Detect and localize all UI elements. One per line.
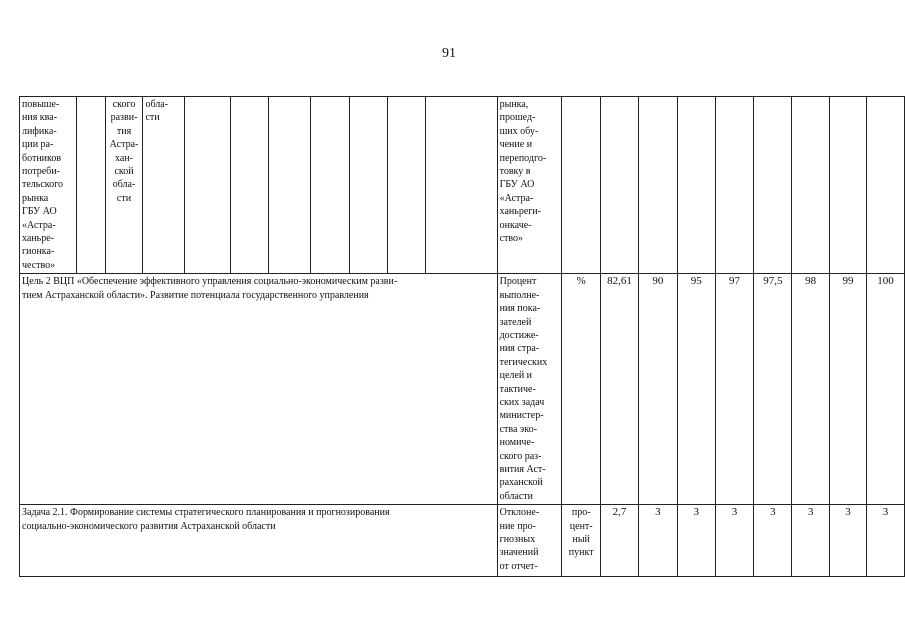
- continuation-cell-2: [76, 97, 105, 274]
- task-value-cell: [754, 505, 792, 577]
- task-value-cell: [677, 505, 715, 577]
- continuation-row: [20, 97, 905, 274]
- task-unit-cell: [562, 505, 601, 577]
- empty-cell: [830, 97, 867, 274]
- goal-value: 98: [805, 275, 817, 288]
- continuation-text-1: повыше- ния ква- лифика- ции ра- ботников потреби- тельского рынка ГБУ АО «Астра- ханьре- гионка- чество»: [22, 99, 64, 271]
- goal-value: 90: [652, 275, 664, 288]
- empty-cell: [792, 97, 830, 274]
- continuation-cell-3: [105, 97, 143, 274]
- task-value-cell: [638, 505, 677, 577]
- task-value-cell: [830, 505, 867, 577]
- page-number: 91: [442, 46, 456, 61]
- task-row: [20, 505, 905, 577]
- goal-value: 97: [729, 275, 741, 288]
- goal-unit-cell: [562, 274, 601, 505]
- goal-value-cell: [715, 274, 754, 505]
- task-value-cell: [792, 505, 830, 577]
- task-indicator-cell: [497, 505, 562, 577]
- indicator-table: [19, 96, 905, 577]
- continuation-text-4: обла- сти: [145, 99, 169, 124]
- empty-cell: [388, 97, 426, 274]
- goal-indicator: Процент выполне- ния пока- зателей достиже- ния стра- тегических целей и тактиче- ских задач министер- ства эко- номиче- ского раз- вития Аст- раханской области: [499, 276, 548, 502]
- goal-name-cell: [20, 274, 498, 505]
- task-value-cell: [715, 505, 754, 577]
- goal-value: 100: [877, 275, 894, 288]
- task-unit: про- цент- ный пункт: [568, 507, 594, 559]
- empty-cell: [185, 97, 231, 274]
- task-name-cell: [20, 505, 498, 577]
- goal-value: 97,5: [763, 275, 783, 288]
- empty-cell: [754, 97, 792, 274]
- task-name: Задача 2.1. Формирование системы стратегического планирования и прогнозирования социально-экономического развития Астраханской области: [22, 507, 390, 532]
- goal-value-cell: [754, 274, 792, 505]
- goal-indicator-cell: [497, 274, 562, 505]
- task-value-cell: [601, 505, 639, 577]
- task-value: 3: [845, 506, 851, 519]
- goal-name: Цель 2 ВЦП «Обеспечение эффективного управления социально-экономическим разви- тием Астраханской области». Развитие потенциала государственного управления: [22, 276, 398, 301]
- empty-cell: [562, 97, 601, 274]
- goal-value: 99: [842, 275, 854, 288]
- task-value-cell: [866, 505, 904, 577]
- task-value: 3: [807, 506, 814, 519]
- empty-cell: [601, 97, 639, 274]
- empty-cell: [677, 97, 715, 274]
- empty-cell: [231, 97, 269, 274]
- continuation-indicator-cell: [497, 97, 562, 274]
- goal-value-cell: [792, 274, 830, 505]
- goal-value: 82,61: [607, 275, 632, 288]
- continuation-cell-1: [20, 97, 77, 274]
- goal-value-cell: [601, 274, 639, 505]
- goal-value-cell: [677, 274, 715, 505]
- task-value: 3: [770, 506, 776, 519]
- goal-value-cell: [866, 274, 904, 505]
- goal-value: 95: [690, 275, 702, 288]
- empty-cell: [715, 97, 754, 274]
- goal-unit: %: [576, 275, 586, 288]
- task-value: 3: [882, 506, 889, 519]
- empty-cell: [638, 97, 677, 274]
- empty-cell: [866, 97, 904, 274]
- continuation-text-3: ского разви- тия Астра- хан- ской обла- сти: [109, 99, 139, 204]
- task-value: 3: [731, 506, 738, 519]
- goal-value-cell: [638, 274, 677, 505]
- goal-value-cell: [830, 274, 867, 505]
- empty-cell: [350, 97, 388, 274]
- task-value: 3: [693, 506, 699, 519]
- empty-cell: [310, 97, 350, 274]
- empty-cell: [425, 97, 497, 274]
- empty-cell: [268, 97, 310, 274]
- task-value: 2,7: [612, 506, 627, 519]
- task-value: 3: [655, 506, 661, 519]
- continuation-cell-4: [143, 97, 185, 274]
- task-indicator: Отклоне- ние про- гнозных значений от отчет-: [499, 507, 540, 572]
- goal-row: [20, 274, 905, 505]
- continuation-indicator-text: рынка, прошед- ших обу- чение и переподго- товку в ГБУ АО «Астра- ханьреги- онкаче- ство»: [499, 99, 547, 245]
